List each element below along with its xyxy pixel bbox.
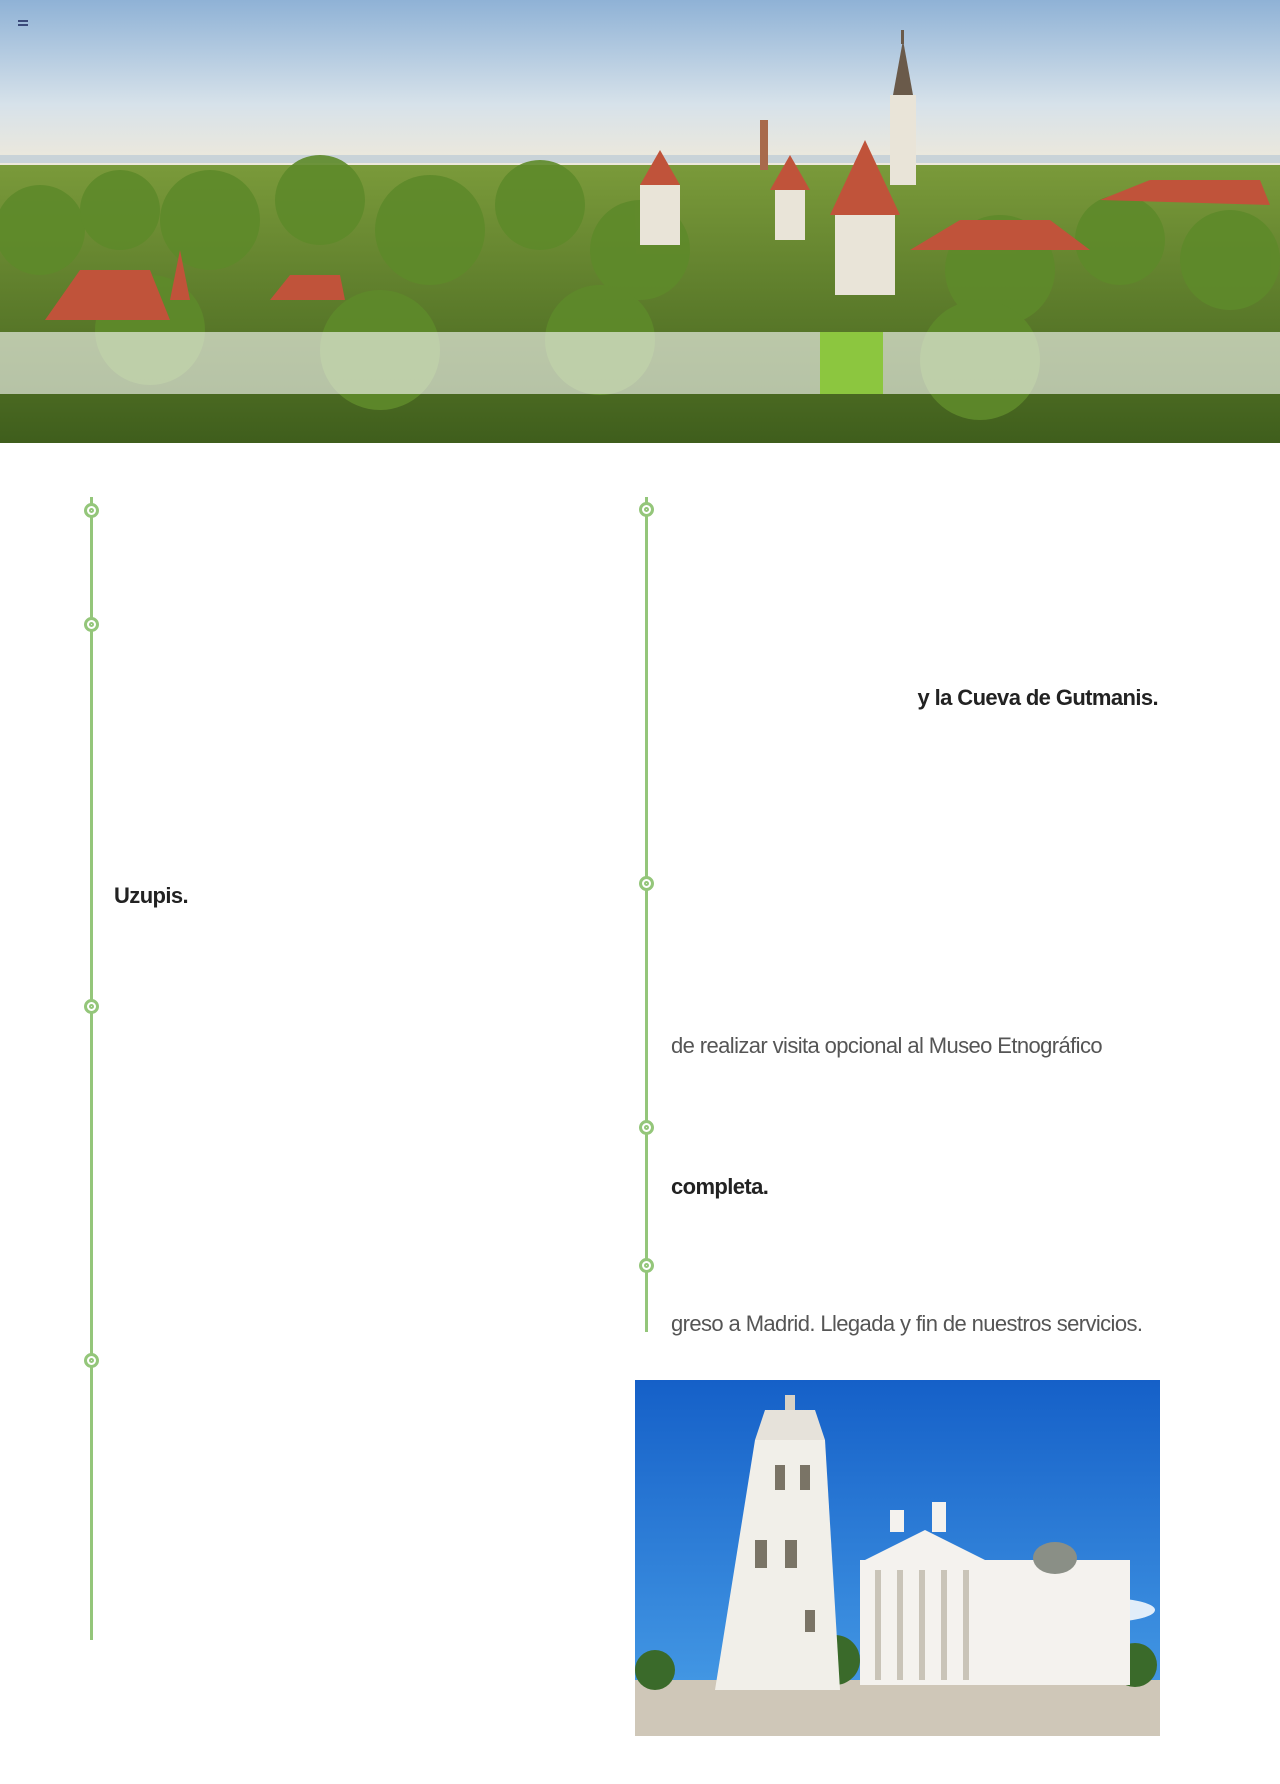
left-timeline-dot <box>84 617 99 632</box>
right-timeline-line <box>645 497 648 1332</box>
left-text-uzupis: Uzupis. <box>114 883 189 908</box>
header-banner-image <box>0 0 1280 443</box>
right-text-completa: completa. <box>671 1174 769 1199</box>
right-text-regreso: greso a Madrid. Llegada y fin de nuestros servicios. <box>671 1311 1143 1336</box>
right-timeline-dot <box>639 876 654 891</box>
left-timeline-dot <box>84 999 99 1014</box>
right-timeline-dot <box>639 1258 654 1273</box>
right-text-museo: de realizar visita opcional al Museo Etnográfico <box>671 1033 1102 1058</box>
right-timeline-dot <box>639 1120 654 1135</box>
left-timeline-dot <box>84 1353 99 1368</box>
cathedral-photo <box>635 1380 1160 1736</box>
right-text-gutmanis: y la Cueva de Gutmanis. <box>917 685 1158 710</box>
left-timeline-dot <box>84 503 99 518</box>
left-timeline-line <box>90 497 93 1640</box>
corner-mark-icon <box>18 20 28 26</box>
right-timeline-dot <box>639 502 654 517</box>
